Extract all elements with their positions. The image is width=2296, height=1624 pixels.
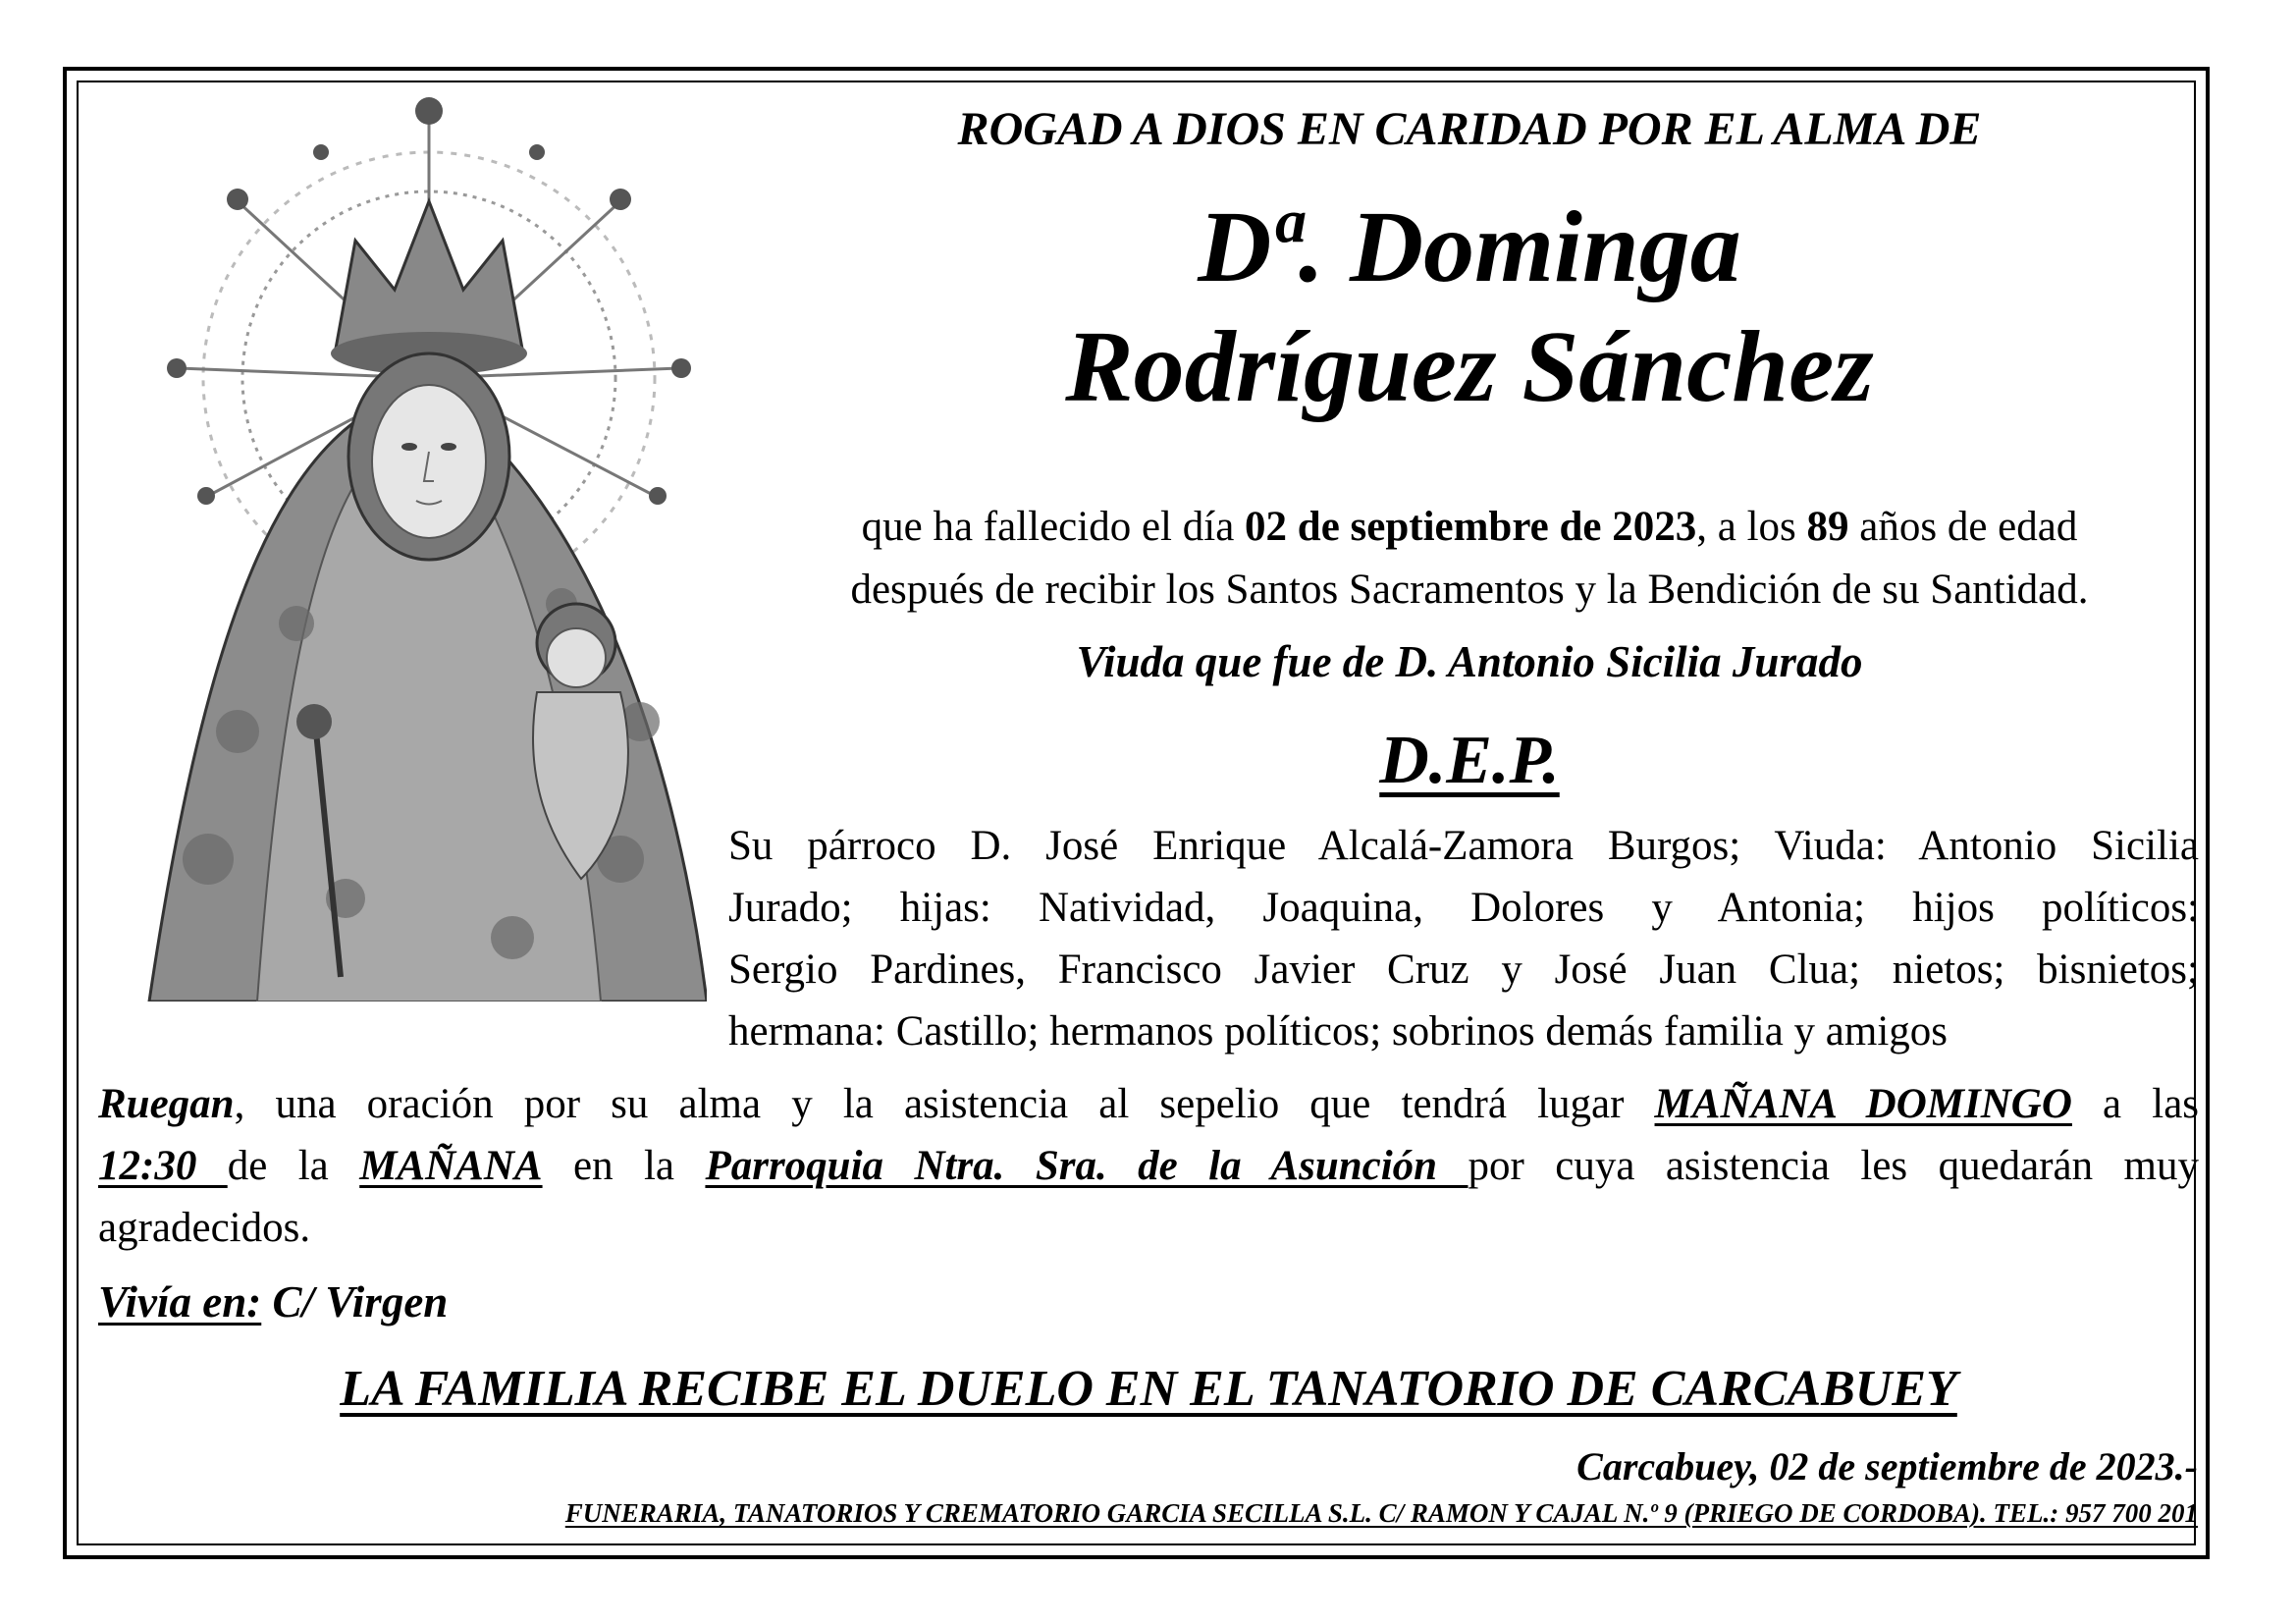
burial-period: MAÑANA — [359, 1143, 543, 1189]
dateline: Carcabuey, 02 de septiembre de 2023.- — [1576, 1444, 2198, 1489]
prayer-text1: , una oración por su alma y la asistencia al sepelio que tendrá lugar — [234, 1081, 1655, 1127]
address-value: C/ Virgen — [261, 1277, 449, 1326]
widow-line: Viuda que fue de D. Antonio Sicilia Jurado — [1076, 637, 1863, 686]
prayer-row — [98, 1073, 2199, 1135]
burial-day: MAÑANA DOMINGO — [1654, 1081, 2072, 1127]
virgin-image — [90, 93, 707, 1001]
prayer-paragraph — [98, 1073, 2199, 1259]
duel-text: LA FAMILIA RECIBE EL DUELO EN EL TANATORIO DE CARCABUEY — [340, 1361, 1957, 1417]
death-prefix: que ha fallecido el día — [861, 504, 1246, 550]
prayer-row — [98, 1135, 2199, 1197]
prayer-text2: a las — [2071, 1081, 2200, 1127]
prayer-text3: de la — [227, 1143, 360, 1189]
prayer-header: ROGAD A DIOS EN CARIDAD POR EL ALMA DE — [957, 103, 1982, 155]
family-paragraph — [728, 815, 2199, 1062]
dep-text: D.E.P. — [1379, 723, 1560, 798]
family-row: Su párroco D. José Enrique Alcalá-Zamora Burgos; Viuda: Antonio Sicilia — [728, 823, 2199, 869]
burial-place: Parroquia Ntra. Sra. de la Asunción — [705, 1143, 1468, 1189]
family-row: Sergio Pardines, Francisco Javier Cruz y José Juan Clua; nietos; bisnietos; — [728, 947, 2199, 993]
ruegan-word: Ruegan — [98, 1081, 235, 1127]
duel-line — [98, 1360, 2199, 1418]
death-info — [731, 496, 2208, 622]
deceased-name-line1: Dª. Dominga — [1198, 190, 1741, 303]
funeral-home-text: FUNERARIA, TANATORIOS Y CREMATORIO GARCIA SECILLA S.L. C/ RAMON Y CAJAL N.º 9 (PRIEGO DE CORDOBA). TEL.: 957 700 201 — [564, 1498, 2198, 1528]
funeral-home-line — [565, 1498, 2198, 1529]
death-age: 89 — [1806, 504, 1849, 550]
prayer-text4: en la — [542, 1143, 706, 1189]
prayer-row: agradecidos. — [98, 1205, 311, 1251]
family-row: hermana: Castillo; hermanos políticos; sobrinos demás familia y amigos — [728, 1008, 1949, 1055]
death-date: 02 de septiembre de 2023 — [1245, 504, 1697, 550]
deceased-name-line2: Rodríguez Sánchez — [1065, 310, 1874, 423]
burial-time: 12:30 — [98, 1143, 228, 1189]
death-mid: , a los — [1696, 504, 1807, 550]
address-label: Vivía en: — [98, 1277, 262, 1326]
death-suffix: años de edad — [1848, 504, 2078, 550]
family-row: Jurado; hijas: Natividad, Joaquina, Dolores y Antonia; hijos políticos: — [728, 885, 2199, 931]
death-sacraments: después de recibir los Santos Sacramentos y la Bendición de su Santidad. — [850, 567, 2089, 613]
dep-label — [731, 722, 2208, 800]
address-line — [98, 1276, 448, 1327]
prayer-text5: por cuya asistencia les quedarán muy — [1468, 1143, 2199, 1189]
